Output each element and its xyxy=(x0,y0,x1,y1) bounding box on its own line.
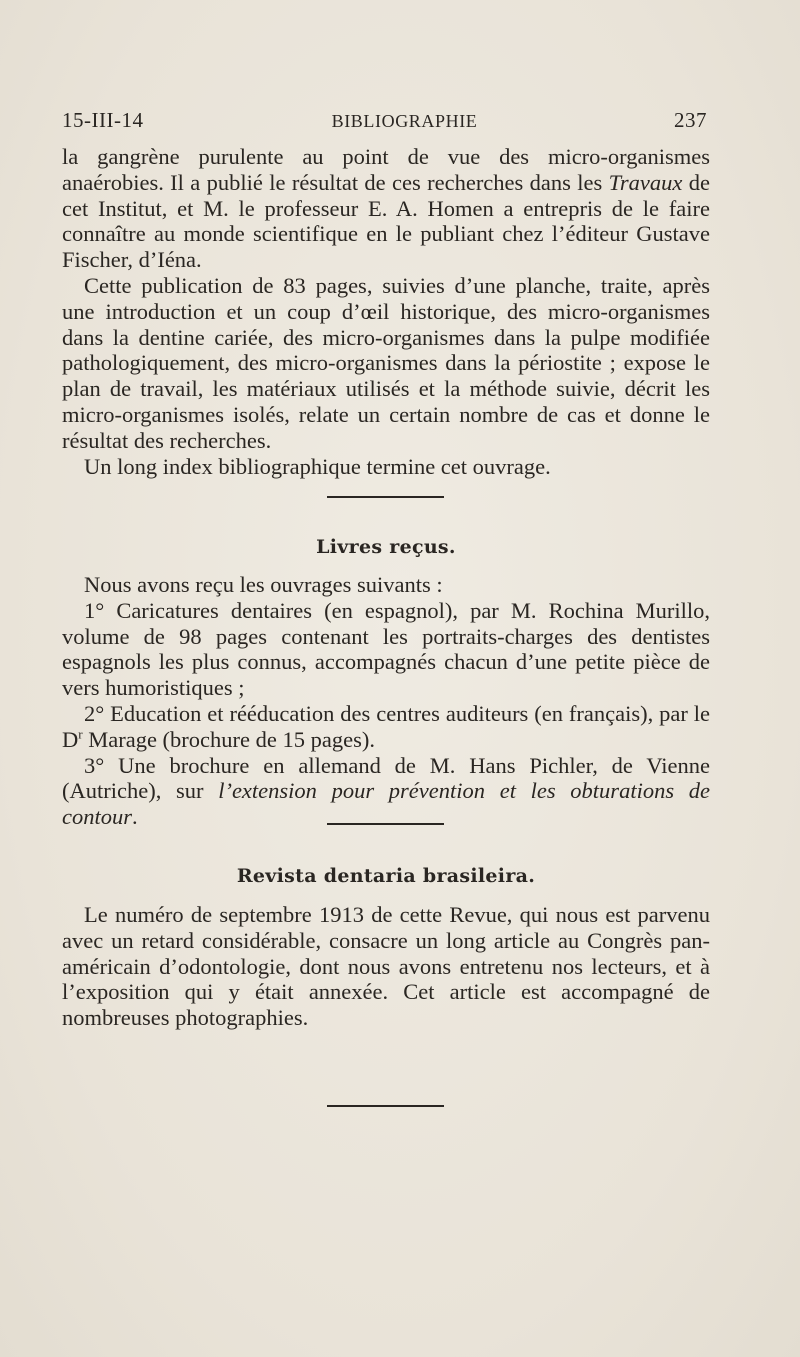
text-span: la gangrène purulente au point de vue des micro-organismes anaérobies. Il a publié le résultat de ces recherches dans les xyxy=(62,144,710,195)
running-header xyxy=(62,108,707,136)
text-span: 3° Une brochure en allemand de M. Hans Pichler, de Vienne (Autriche), sur xyxy=(62,752,710,804)
list-item xyxy=(62,753,710,830)
superscript: r xyxy=(78,726,83,742)
italic-title: l’extension pour prévention et les obturations de contour xyxy=(62,778,710,830)
text-span: de cet Institut, et M. le professeur E. A. Homen a entrepris de le faire connaître au monde scientifique en le publiant chez l’éditeur Gustave Fischer, d’Iéna. xyxy=(62,169,710,273)
section-divider xyxy=(327,496,444,498)
section-heading-revista: Revista dentaria brasileira. xyxy=(236,865,536,887)
section-divider xyxy=(327,823,444,825)
continued-review-text xyxy=(62,144,710,479)
livres-text xyxy=(62,572,710,830)
text-span: 2° Education et rééducation des centres auditeurs (en français), par le D xyxy=(62,700,710,752)
paragraph: Nous avons reçu les ouvrages suivants : xyxy=(84,572,443,597)
italic-title: Travaux xyxy=(608,169,683,195)
list-item: 1° Caricatures dentaires (en espagnol), par M. Rochina Murillo, volume de 98 pages contenant les portraits-charges des dentistes espagnols les plus connus, accompagnés chacun d’une petite pièce de vers humoristiques ; xyxy=(62,597,710,701)
header-date: 15-III-14 xyxy=(62,108,144,132)
paragraph: Le numéro de septembre 1913 de cette Revue, qui nous est parvenu avec un retard considérable, consacre un long article au Congrès pan-américain d’odontologie, dont nous avons entretenu nos lecteurs, et à l’exposition qui y était annexée. Cet article est accompagné de nombreuses photographies. xyxy=(62,902,710,1031)
header-section-title: BIBLIOGRAPHIE xyxy=(331,111,478,131)
page-number: 237 xyxy=(674,108,707,132)
text-span: Marage (brochure de 15 pages). xyxy=(82,726,375,752)
section-heading-livres: Livres reçus. xyxy=(316,536,456,558)
section-divider xyxy=(327,1105,444,1107)
paragraph: Cette publication de 83 pages, suivies d’une planche, traite, après une introduction et un coup d’œil historique, des micro-organismes dans la dentine cariée, des micro-organismes dans la pulpe modifiée pathologiquement, des micro-organismes dans la périostite ; expose le plan de travail, les matériaux utilisés et la méthode suivie, décrit les micro-organismes isolés, relate un certain nombre de cas et donne le résultat des recherches. xyxy=(62,272,710,453)
paragraph xyxy=(62,144,710,273)
list-item xyxy=(62,701,710,753)
revista-text xyxy=(62,902,710,1031)
text-span: . xyxy=(132,804,138,830)
paragraph: Un long index bibliographique termine cet ouvrage. xyxy=(84,453,551,479)
